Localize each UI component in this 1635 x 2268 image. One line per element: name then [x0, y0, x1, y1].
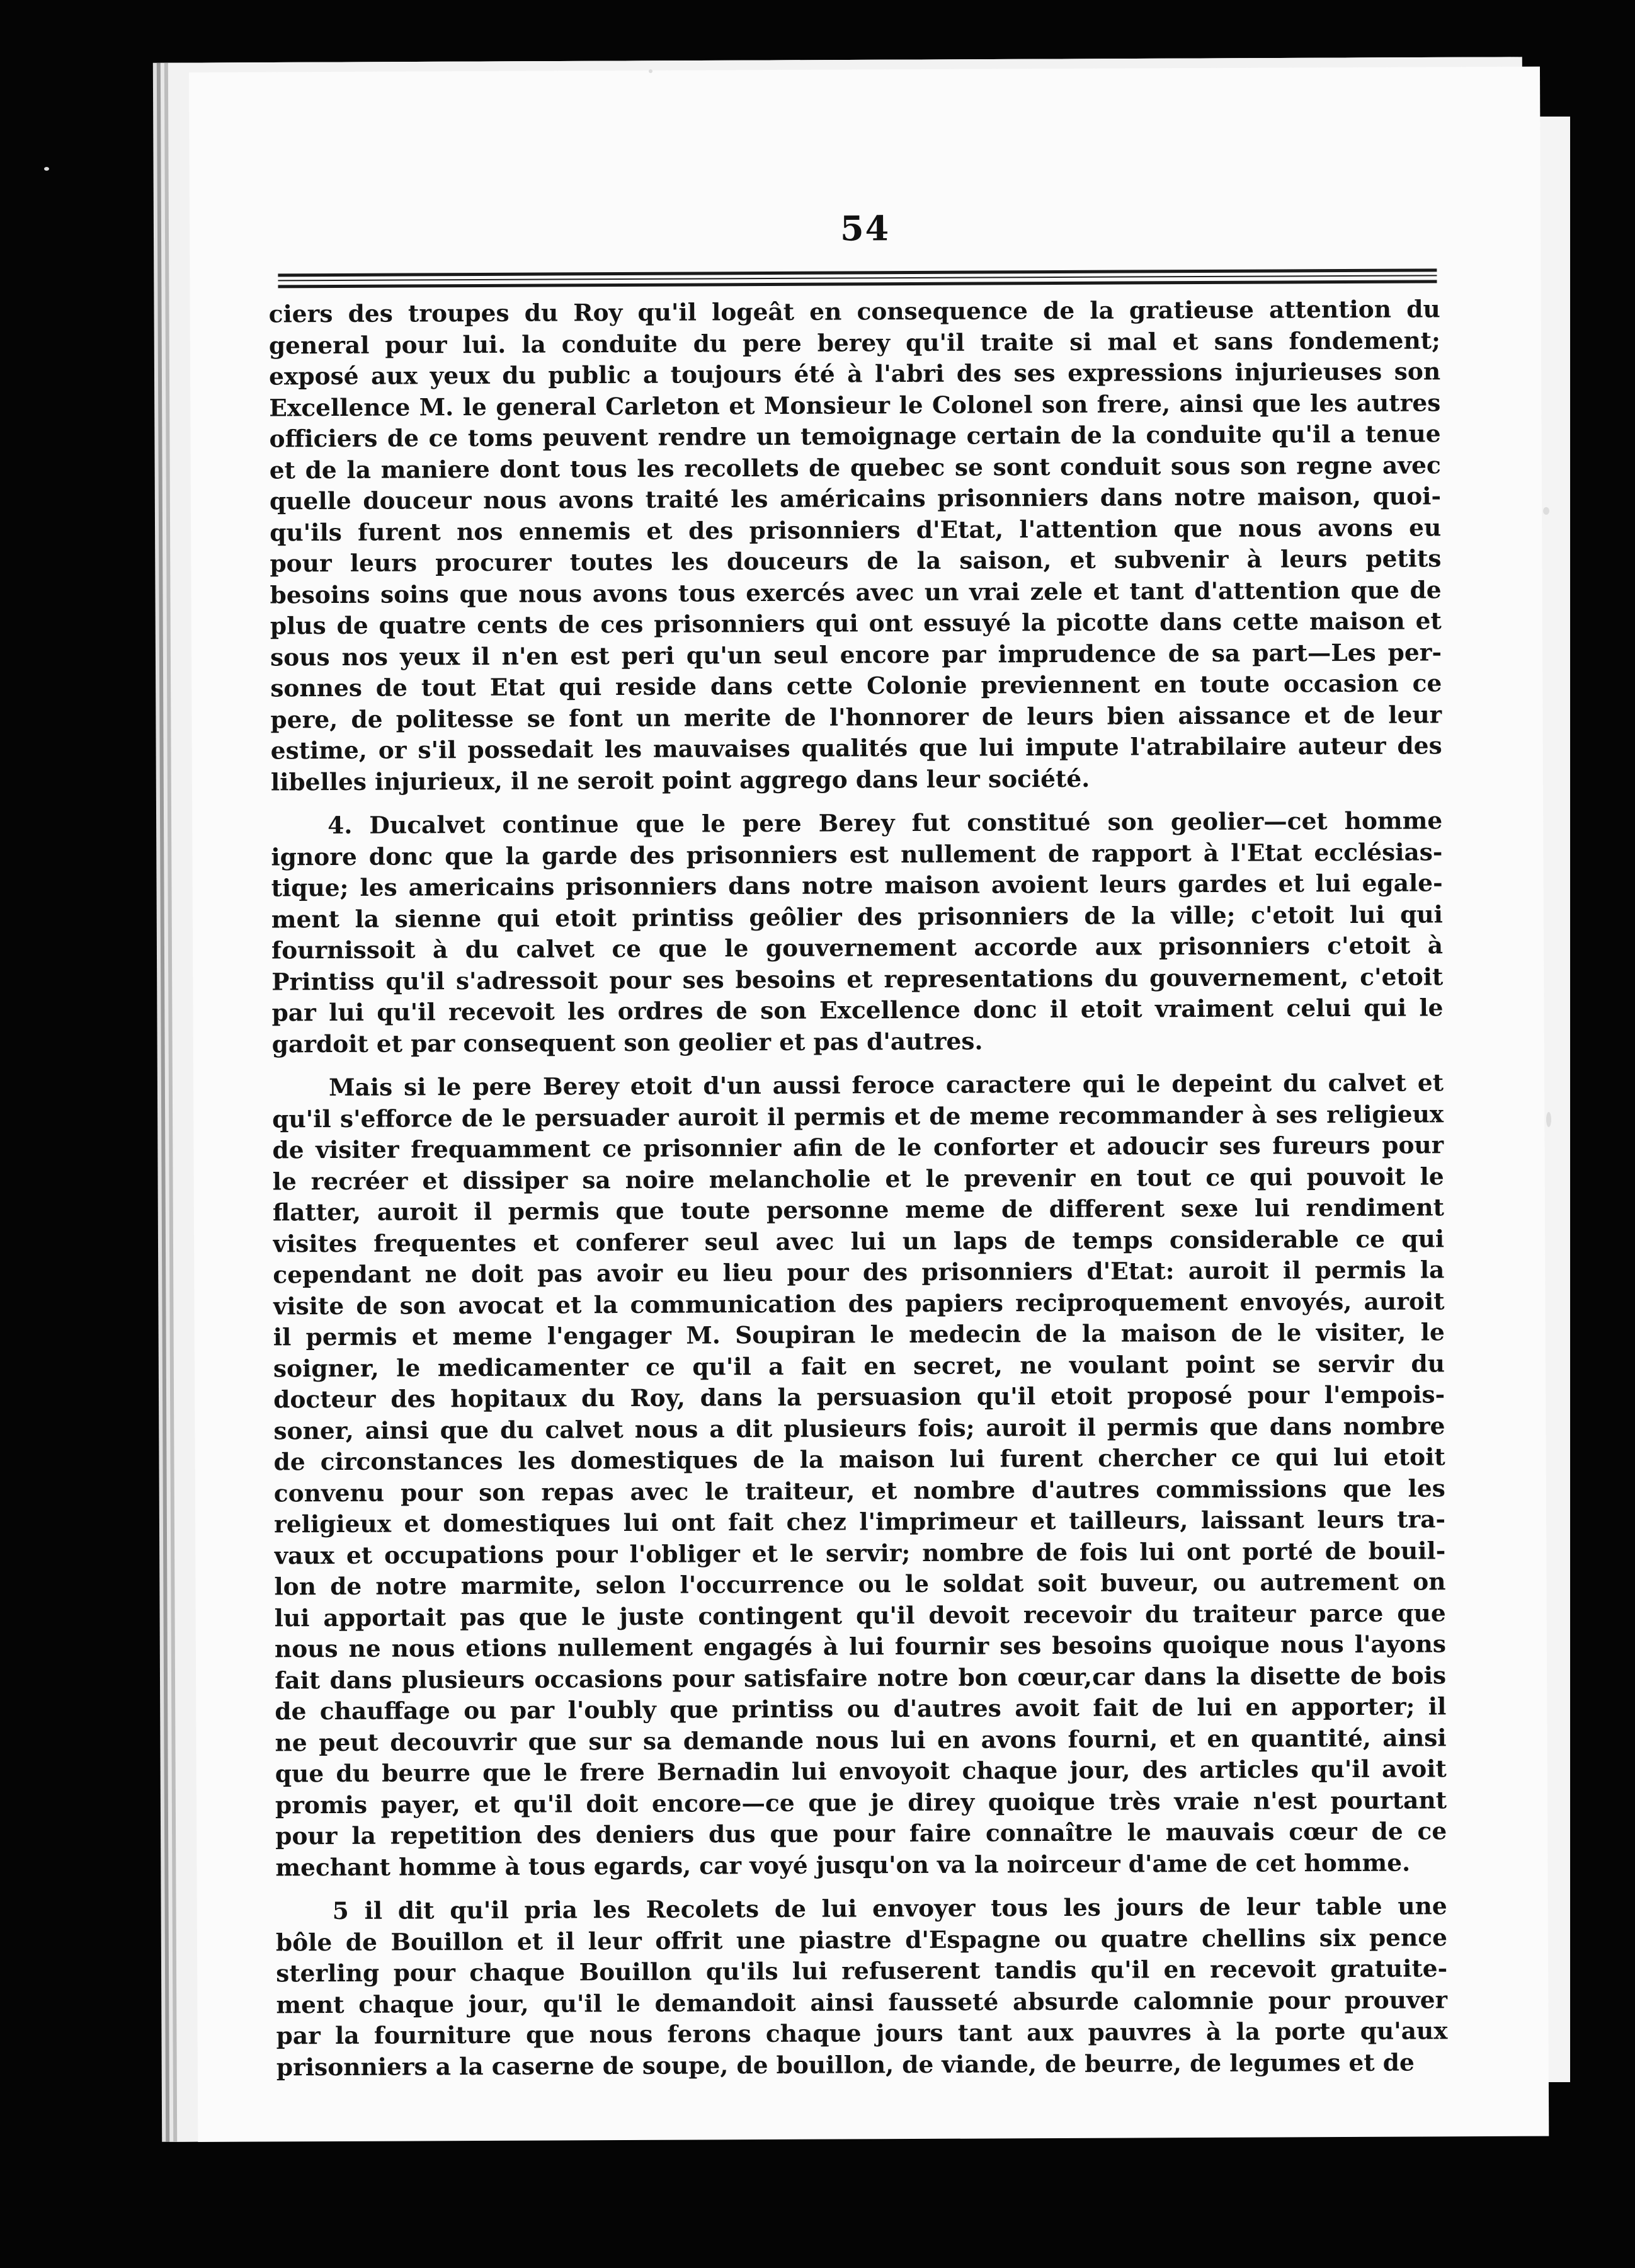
text-line: general pour lui. la conduite du pere berey qu'il traite si mal et sans fondement; [268, 326, 1440, 359]
text-line: mechant homme à tous egards, car voyé jusqu'on va la noirceur d'ame de cet homme. [275, 1848, 1411, 1881]
text-line: de chauffage ou par l'oubly que printiss ou d'autres avoit fait de lui en apporter; il [275, 1692, 1447, 1726]
text-line: visite de son avocat et la communication des papiers reciproquement envoyés, auroit [273, 1286, 1445, 1320]
text-line: religieux et domestiques lui ont fait chez l'imprimeur et tailleurs, laissant leurs tra- [273, 1505, 1446, 1538]
text-line: cependant ne doit pas avoir eu lieu pour des prisonniers d'Etat: auroit il permis la [273, 1256, 1445, 1289]
text-line: ne peut decouvrir que sur sa demande nous lui en avons fourni, et en quantité, ainsi [275, 1723, 1447, 1756]
text-line: lui apportait pas que le juste contingent qu'il devoit recevoir du traiteur parce que [274, 1598, 1446, 1632]
text-line: pour la repetition des deniers dus que pour faire connaître le mauvais cœur de ce [275, 1817, 1447, 1850]
text-line: flatter, auroit il permis que toute personne meme de different sexe lui rendiment [272, 1193, 1444, 1227]
text-line: quelle douceur nous avons traité les américains prisonniers dans notre maison, quoi- [269, 482, 1442, 515]
scan-speck [649, 69, 652, 73]
text-line: pour leurs procurer toutes les douceurs de la saison, et subvenir à leurs petits [270, 544, 1442, 578]
text-line: soigner, le medicamenter ce qu'il a fait en secret, ne voulant point se servir du [273, 1349, 1445, 1382]
text-line: Excellence M. le general Carleton et Monsieur le Colonel son frere, ainsi que les autres [269, 388, 1441, 421]
paragraph [269, 294, 1442, 798]
text-line: ignore donc que la garde des prisonniers est nullement de rapport à l'Etat ecclésias- [271, 837, 1443, 871]
page-number: 54 [840, 208, 891, 249]
text-line: et de la maniere dont tous les recollets de quebec se sont conduit sous son regne avec [269, 450, 1441, 484]
text-line: par la fourniture que nous ferons chaque jours tant aux pauvres à la porte qu'aux [276, 2017, 1448, 2050]
text-line: pere, de politesse se font un merite de l'honnorer de leurs bien aissance et de leur [270, 700, 1442, 733]
text-line: plus de quatre cents de ces prisonniers qui ont essuyé la picotte dans cette maison et [270, 607, 1442, 640]
text-line: sonnes de tout Etat qui reside dans cette Colonie previennent en toute occasion ce [270, 669, 1442, 702]
text-line: sterling pour chaque Bouillon qu'ils lui refuserent tandis qu'il en recevoit gratuite- [276, 1954, 1448, 1988]
text-line: lon de notre marmite, selon l'occurrence ou le soldat soit buveur, ou autrement on [274, 1567, 1446, 1601]
text-line: besoins soins que nous avons tous exercés avec un vrai zele et tant d'attention que de [270, 575, 1442, 609]
paragraph [276, 1891, 1448, 2083]
text-line: ment chaque jour, qu'il le demandoit ainsi fausseté absurde calomnie pour prouver [276, 1985, 1448, 2019]
text-line: estime, or s'il possedait les mauvaises qualités que lui impute l'atrabilaire auteur des [270, 731, 1442, 765]
text-line: 4. Ducalvet continue que le pere Berey fut constitué son geolier—cet homme [328, 806, 1443, 840]
text-line: de visiter frequamment ce prisonnier afin de le conforter et adoucir ses fureurs pour [272, 1131, 1444, 1164]
text-line: exposé aux yeux du public a toujours été à l'abri des ses expressions injurieuses son [269, 357, 1441, 391]
text-line: soner, ainsi que du calvet nous a dit plusieurs fois; auroit il permis que dans nombre [273, 1411, 1445, 1445]
text-line: tique; les americains prisonniers dans notre maison avoient leurs gardes et lui egale- [271, 869, 1443, 902]
header-rule-bottom [278, 280, 1437, 288]
text-line: fournissoit à du calvet ce que le gouvernement accorde aux prisonniers c'etoit à [271, 931, 1444, 965]
text-line: convenu pour son repas avec le traiteur, et nombre d'autres commissions que les [273, 1474, 1445, 1507]
scan-speck [1543, 507, 1549, 515]
document-page [189, 67, 1549, 2142]
text-line: vaux et occupations pour l'obliger et le servir; nombre de fois lui ont porté de bouil- [274, 1536, 1446, 1569]
text-line: ment la sienne qui etoit printiss geôlier des prisonniers de la ville; c'etoit lui qui [271, 900, 1443, 933]
text-line: officiers de ce toms peuvent rendre un temoignage certain de la conduite qu'il a tenue [269, 420, 1441, 453]
scan-speck [44, 167, 49, 171]
text-line: promis payer, et qu'il doit encore—ce que je direy quoique très vraie n'est pourtant [275, 1785, 1447, 1819]
text-line: il permis et meme l'engager M. Soupiran le medecin de la maison de le visiter, le [273, 1318, 1445, 1351]
paragraph [271, 805, 1444, 1060]
text-line: fait dans plusieurs occasions pour satisfaire notre bon cœur,car dans la disette de bois [275, 1661, 1447, 1694]
text-line: de circonstances les domestiques de la maison lui furent chercher ce qui lui etoit [273, 1443, 1445, 1476]
text-line: bôle de Bouillon et il leur offrit une piastre d'Espagne ou quatre chellins six pence [275, 1923, 1448, 1956]
text-line: ciers des troupes du Roy qu'il logeât en consequence de la gratieuse attention du [268, 295, 1440, 328]
text-line: docteur des hopitaux du Roy, dans la persuasion qu'il etoit proposé pour l'empois- [273, 1380, 1445, 1414]
text-line: Mais si le pere Berey etoit d'un aussi feroce caractere qui le depeint du calvet et [328, 1068, 1444, 1102]
text-line: libelles injurieux, il ne seroit point aggrego dans leur société. [270, 764, 1090, 796]
text-line: visites frequentes et conferer seul avec lui un laps de temps considerable ce qui [273, 1224, 1445, 1257]
text-line: sous nos yeux il n'en est peri qu'un seul encore par imprudence de sa part—Les per- [270, 638, 1442, 671]
text-line: qu'ils furent nos ennemis et des prisonniers d'Etat, l'attention que nous avons eu [270, 513, 1442, 546]
text-line: prisonniers a la caserne de soupe, de bouillon, de viande, de beurre, de legumes et de [276, 2048, 1415, 2081]
body-text [269, 294, 1448, 2083]
text-line: qu'il s'efforce de le persuader auroit il permis et de meme recommander à ses religieux [272, 1099, 1444, 1133]
text-line: par lui qu'il recevoit les ordres de son Excellence donc il etoit vraiment celui qui le [271, 994, 1444, 1027]
text-line: que du beurre que le frere Bernadin lui envoyoit chaque jour, des articles qu'il avoit [275, 1755, 1447, 1788]
text-line: 5 il dit qu'il pria les Recolets de lui envoyer tous les jours de leur table une [332, 1892, 1447, 1925]
text-line: gardoit et par consequent son geolier et pas d'autres. [271, 1027, 983, 1058]
scan-speck [1546, 1112, 1551, 1127]
paragraph [272, 1067, 1447, 1883]
text-line: Printiss qu'il s'adressoit pour ses besoins et representations du gouvernement, c'etoit [271, 962, 1444, 995]
text-line: nous ne nous etions nullement engagés à lui fournir ses besoins quoique nous l'ayons [274, 1630, 1446, 1663]
text-line: le recréer et dissiper sa noire melancholie et le prevenir en tout ce qui pouvoit le [272, 1162, 1444, 1195]
